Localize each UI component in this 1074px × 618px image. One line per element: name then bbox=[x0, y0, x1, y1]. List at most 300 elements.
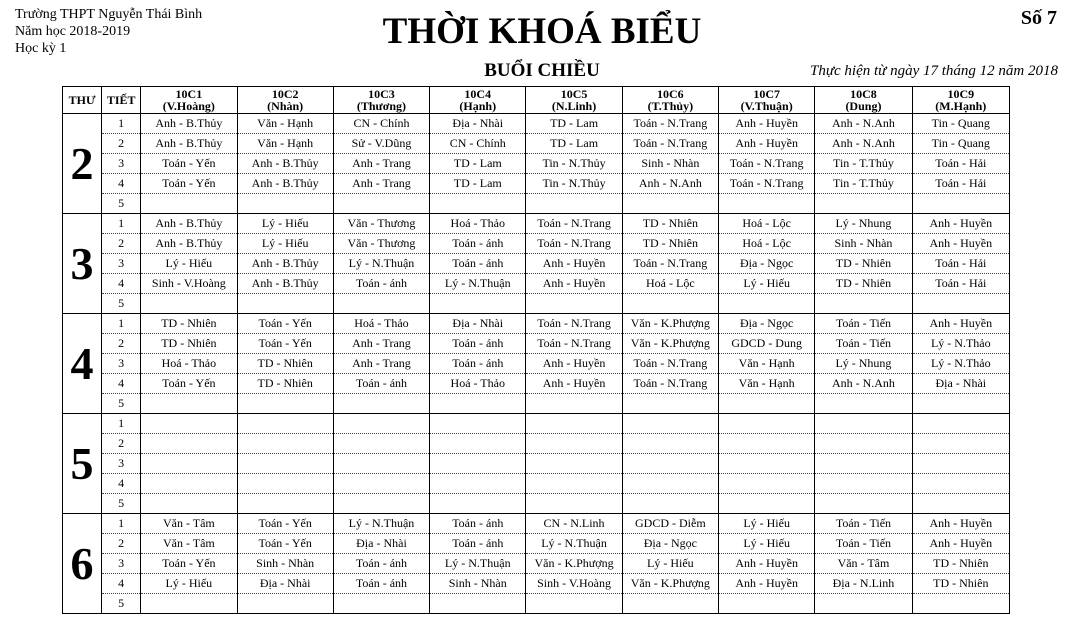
lesson-cell bbox=[912, 474, 1009, 494]
lesson-cell bbox=[526, 494, 622, 514]
lesson-cell: Anh - B.Thủy bbox=[237, 154, 333, 174]
lesson-cell: GDCD - Diễm bbox=[622, 514, 718, 534]
table-row bbox=[63, 334, 1010, 354]
table-row bbox=[63, 394, 1010, 414]
timetable-body bbox=[63, 114, 1010, 614]
lesson-cell: Lý - Hiếu bbox=[719, 514, 815, 534]
period-cell: 5 bbox=[102, 494, 141, 514]
lesson-cell bbox=[912, 294, 1009, 314]
period-cell: 3 bbox=[102, 254, 141, 274]
lesson-cell: Hoá - Thảo bbox=[430, 214, 526, 234]
lesson-cell: Hoá - Lộc bbox=[622, 274, 718, 294]
lesson-cell: CN - Chính bbox=[333, 114, 429, 134]
col-header-class: 10C9 (M.Hạnh) bbox=[912, 87, 1009, 114]
lesson-cell: TD - Nhiên bbox=[141, 334, 237, 354]
table-row bbox=[63, 414, 1010, 434]
period-cell: 4 bbox=[102, 474, 141, 494]
day-cell: 2 bbox=[63, 114, 102, 214]
lesson-cell: Hoá - Lộc bbox=[719, 234, 815, 254]
lesson-cell bbox=[141, 474, 237, 494]
lesson-cell: Toán - ánh bbox=[430, 514, 526, 534]
lesson-cell: Toán - Tiến bbox=[815, 314, 912, 334]
lesson-cell: Địa - Nhài bbox=[430, 314, 526, 334]
lesson-cell bbox=[526, 594, 622, 614]
period-cell: 2 bbox=[102, 134, 141, 154]
lesson-cell: Toán - ánh bbox=[333, 554, 429, 574]
table-row bbox=[63, 114, 1010, 134]
lesson-cell bbox=[237, 454, 333, 474]
lesson-cell: Anh - Huyền bbox=[912, 534, 1009, 554]
document-number: Số 7 bbox=[1020, 7, 1057, 29]
lesson-cell: Địa - Ngọc bbox=[622, 534, 718, 554]
col-header-class: 10C1 (V.Hoàng) bbox=[141, 87, 237, 114]
lesson-cell: TD - Lam bbox=[526, 134, 622, 154]
lesson-cell bbox=[430, 414, 526, 434]
lesson-cell: Anh - Trang bbox=[333, 354, 429, 374]
lesson-cell bbox=[719, 434, 815, 454]
lesson-cell: Toán - ánh bbox=[430, 334, 526, 354]
lesson-cell bbox=[719, 194, 815, 214]
lesson-cell: TD - Lam bbox=[430, 154, 526, 174]
lesson-cell: Lý - N.Thuận bbox=[333, 254, 429, 274]
lesson-cell: Lý - Hiếu bbox=[719, 274, 815, 294]
table-row bbox=[63, 594, 1010, 614]
col-header-class: 10C2 (Nhàn) bbox=[237, 87, 333, 114]
lesson-cell: Toán - Tiến bbox=[815, 334, 912, 354]
lesson-cell bbox=[912, 194, 1009, 214]
table-row bbox=[63, 154, 1010, 174]
lesson-cell: Văn - Hạnh bbox=[719, 374, 815, 394]
lesson-cell: Lý - Hiếu bbox=[622, 554, 718, 574]
period-cell: 1 bbox=[102, 114, 141, 134]
lesson-cell: CN - N.Linh bbox=[526, 514, 622, 534]
lesson-cell: Anh - Trang bbox=[333, 154, 429, 174]
lesson-cell bbox=[430, 474, 526, 494]
lesson-cell: Sử - V.Dũng bbox=[333, 134, 429, 154]
lesson-cell: Lý - Hiếu bbox=[237, 214, 333, 234]
lesson-cell: Lý - Hiếu bbox=[237, 234, 333, 254]
lesson-cell: Lý - Nhung bbox=[815, 354, 912, 374]
lesson-cell: Lý - N.Thảo bbox=[912, 354, 1009, 374]
lesson-cell bbox=[815, 454, 912, 474]
lesson-cell bbox=[912, 414, 1009, 434]
lesson-cell: Anh - B.Thủy bbox=[237, 174, 333, 194]
lesson-cell: Anh - B.Thủy bbox=[141, 114, 237, 134]
period-cell: 4 bbox=[102, 574, 141, 594]
lesson-cell bbox=[237, 194, 333, 214]
lesson-cell: TD - Nhiên bbox=[815, 254, 912, 274]
lesson-cell: Anh - Huyền bbox=[912, 234, 1009, 254]
period-cell: 3 bbox=[102, 554, 141, 574]
period-cell: 4 bbox=[102, 374, 141, 394]
lesson-cell: Tin - T.Thủy bbox=[815, 174, 912, 194]
lesson-cell: Lý - N.Thuận bbox=[526, 534, 622, 554]
lesson-cell bbox=[141, 394, 237, 414]
lesson-cell bbox=[141, 294, 237, 314]
lesson-cell: Sinh - Nhàn bbox=[430, 574, 526, 594]
lesson-cell: Lý - Hiếu bbox=[141, 574, 237, 594]
lesson-cell: Tin - Quang bbox=[912, 134, 1009, 154]
lesson-cell: Hoá - Thảo bbox=[333, 314, 429, 334]
lesson-cell: TD - Nhiên bbox=[237, 374, 333, 394]
lesson-cell: Anh - B.Thủy bbox=[237, 254, 333, 274]
lesson-cell: TD - Lam bbox=[526, 114, 622, 134]
lesson-cell: Toán - N.Trang bbox=[719, 154, 815, 174]
lesson-cell bbox=[815, 594, 912, 614]
lesson-cell: Văn - Hạnh bbox=[237, 134, 333, 154]
lesson-cell: Toán - Hải bbox=[912, 274, 1009, 294]
lesson-cell bbox=[912, 494, 1009, 514]
lesson-cell: Lý - Nhung bbox=[815, 214, 912, 234]
col-header-class: 10C8 (Dung) bbox=[815, 87, 912, 114]
lesson-cell: Sinh - V.Hoàng bbox=[141, 274, 237, 294]
lesson-cell bbox=[815, 434, 912, 454]
lesson-cell: Sinh - Nhàn bbox=[237, 554, 333, 574]
lesson-cell: Văn - K.Phượng bbox=[526, 554, 622, 574]
lesson-cell: Toán - ánh bbox=[430, 234, 526, 254]
lesson-cell: Hoá - Thảo bbox=[141, 354, 237, 374]
table-row bbox=[63, 214, 1010, 234]
lesson-cell: Tin - N.Thủy bbox=[526, 174, 622, 194]
lesson-cell bbox=[430, 454, 526, 474]
lesson-cell bbox=[333, 594, 429, 614]
lesson-cell bbox=[526, 474, 622, 494]
lesson-cell bbox=[141, 454, 237, 474]
lesson-cell bbox=[912, 594, 1009, 614]
lesson-cell: TD - Nhiên bbox=[815, 274, 912, 294]
lesson-cell bbox=[141, 494, 237, 514]
day-cell: 3 bbox=[63, 214, 102, 314]
period-cell: 1 bbox=[102, 314, 141, 334]
lesson-cell bbox=[622, 494, 718, 514]
page-title: THỜI KHOÁ BIỂU bbox=[382, 11, 702, 52]
lesson-cell: Toán - ánh bbox=[430, 354, 526, 374]
timetable bbox=[62, 86, 1010, 614]
period-cell: 2 bbox=[102, 434, 141, 454]
lesson-cell: Anh - Huyền bbox=[526, 274, 622, 294]
lesson-cell: Toán - Yến bbox=[141, 554, 237, 574]
lesson-cell: Anh - Huyền bbox=[719, 114, 815, 134]
lesson-cell: Toán - Hải bbox=[912, 254, 1009, 274]
lesson-cell: Toán - ánh bbox=[430, 254, 526, 274]
lesson-cell bbox=[912, 454, 1009, 474]
lesson-cell bbox=[526, 454, 622, 474]
lesson-cell: Lý - N.Thuận bbox=[430, 554, 526, 574]
lesson-cell bbox=[815, 474, 912, 494]
lesson-cell bbox=[141, 414, 237, 434]
lesson-cell bbox=[141, 434, 237, 454]
lesson-cell: TD - Nhiên bbox=[912, 554, 1009, 574]
lesson-cell: Tin - Quang bbox=[912, 114, 1009, 134]
lesson-cell bbox=[237, 434, 333, 454]
lesson-cell bbox=[526, 294, 622, 314]
lesson-cell: Toán - Yến bbox=[237, 314, 333, 334]
lesson-cell: Tin - N.Thủy bbox=[526, 154, 622, 174]
period-cell: 5 bbox=[102, 194, 141, 214]
lesson-cell bbox=[622, 294, 718, 314]
table-row bbox=[63, 234, 1010, 254]
lesson-cell: Anh - Huyền bbox=[912, 314, 1009, 334]
table-row bbox=[63, 254, 1010, 274]
lesson-cell: TD - Nhiên bbox=[141, 314, 237, 334]
lesson-cell: Toán - Hải bbox=[912, 154, 1009, 174]
lesson-cell: Anh - Huyền bbox=[526, 374, 622, 394]
page-subtitle: BUỔI CHIỀU bbox=[484, 60, 600, 81]
lesson-cell: Anh - N.Anh bbox=[622, 174, 718, 194]
lesson-cell: CN - Chính bbox=[430, 134, 526, 154]
lesson-cell: Văn - Tâm bbox=[141, 534, 237, 554]
period-cell: 2 bbox=[102, 534, 141, 554]
lesson-cell: Toán - ánh bbox=[333, 574, 429, 594]
table-row bbox=[63, 274, 1010, 294]
col-header-class: 10C7 (V.Thuận) bbox=[719, 87, 815, 114]
lesson-cell bbox=[333, 414, 429, 434]
school-name: Trường THPT Nguyễn Thái Bình bbox=[15, 7, 203, 22]
lesson-cell: Văn - Hạnh bbox=[237, 114, 333, 134]
table-row bbox=[63, 314, 1010, 334]
lesson-cell bbox=[430, 394, 526, 414]
col-header-tiet: TIẾT bbox=[102, 87, 141, 114]
lesson-cell: Văn - Tâm bbox=[141, 514, 237, 534]
lesson-cell bbox=[430, 494, 526, 514]
table-row bbox=[63, 534, 1010, 554]
header-row bbox=[63, 87, 1010, 114]
col-header-class: 10C6 (T.Thủy) bbox=[622, 87, 718, 114]
lesson-cell: Địa - Nhài bbox=[237, 574, 333, 594]
col-header-class: 10C5 (N.Linh) bbox=[526, 87, 622, 114]
lesson-cell bbox=[622, 474, 718, 494]
lesson-cell: Toán - N.Trang bbox=[719, 174, 815, 194]
lesson-cell: Sinh - V.Hoàng bbox=[526, 574, 622, 594]
lesson-cell: TD - Nhiên bbox=[622, 234, 718, 254]
lesson-cell bbox=[815, 394, 912, 414]
period-cell: 1 bbox=[102, 414, 141, 434]
lesson-cell: Văn - Thương bbox=[333, 214, 429, 234]
lesson-cell: Anh - B.Thủy bbox=[237, 274, 333, 294]
lesson-cell bbox=[719, 394, 815, 414]
lesson-cell bbox=[815, 494, 912, 514]
lesson-cell: Anh - Huyền bbox=[526, 354, 622, 374]
lesson-cell bbox=[719, 414, 815, 434]
period-cell: 5 bbox=[102, 294, 141, 314]
lesson-cell: Toán - N.Trang bbox=[526, 334, 622, 354]
table-row bbox=[63, 514, 1010, 534]
lesson-cell bbox=[237, 414, 333, 434]
lesson-cell bbox=[333, 294, 429, 314]
lesson-cell: Văn - Thương bbox=[333, 234, 429, 254]
lesson-cell: Hoá - Thảo bbox=[430, 374, 526, 394]
period-cell: 2 bbox=[102, 334, 141, 354]
day-cell: 5 bbox=[63, 414, 102, 514]
lesson-cell bbox=[622, 454, 718, 474]
table-row bbox=[63, 454, 1010, 474]
lesson-cell: Địa - Nhài bbox=[333, 534, 429, 554]
lesson-cell: Anh - Huyền bbox=[719, 134, 815, 154]
lesson-cell bbox=[430, 594, 526, 614]
lesson-cell bbox=[333, 454, 429, 474]
lesson-cell: TD - Lam bbox=[430, 174, 526, 194]
lesson-cell bbox=[237, 294, 333, 314]
lesson-cell bbox=[719, 454, 815, 474]
lesson-cell: Văn - K.Phượng bbox=[622, 334, 718, 354]
table-row bbox=[63, 494, 1010, 514]
lesson-cell bbox=[333, 434, 429, 454]
lesson-cell bbox=[141, 594, 237, 614]
lesson-cell: GDCD - Dung bbox=[719, 334, 815, 354]
lesson-cell: Toán - Yến bbox=[141, 154, 237, 174]
period-cell: 1 bbox=[102, 214, 141, 234]
lesson-cell bbox=[141, 194, 237, 214]
lesson-cell: Lý - Hiếu bbox=[719, 534, 815, 554]
lesson-cell: Địa - N.Linh bbox=[815, 574, 912, 594]
period-cell: 1 bbox=[102, 514, 141, 534]
lesson-cell: Toán - N.Trang bbox=[526, 214, 622, 234]
lesson-cell: Toán - Yến bbox=[141, 374, 237, 394]
lesson-cell: Anh - B.Thủy bbox=[141, 234, 237, 254]
col-header-class: 10C3 (Thương) bbox=[333, 87, 429, 114]
period-cell: 4 bbox=[102, 274, 141, 294]
lesson-cell: Toán - Tiến bbox=[815, 514, 912, 534]
lesson-cell: TD - Nhiên bbox=[912, 574, 1009, 594]
lesson-cell: Toán - Yến bbox=[237, 334, 333, 354]
lesson-cell bbox=[719, 474, 815, 494]
period-cell: 5 bbox=[102, 394, 141, 414]
lesson-cell: Toán - ánh bbox=[333, 374, 429, 394]
lesson-cell bbox=[237, 494, 333, 514]
lesson-cell: Anh - Huyền bbox=[912, 214, 1009, 234]
lesson-cell: Toán - N.Trang bbox=[526, 234, 622, 254]
lesson-cell bbox=[526, 194, 622, 214]
lesson-cell: Anh - Huyền bbox=[526, 254, 622, 274]
lesson-cell bbox=[912, 394, 1009, 414]
period-cell: 3 bbox=[102, 354, 141, 374]
lesson-cell: Toán - N.Trang bbox=[526, 314, 622, 334]
lesson-cell: Toán - ánh bbox=[430, 534, 526, 554]
lesson-cell bbox=[719, 594, 815, 614]
lesson-cell bbox=[430, 194, 526, 214]
table-row bbox=[63, 434, 1010, 454]
lesson-cell: Anh - Trang bbox=[333, 174, 429, 194]
lesson-cell bbox=[526, 394, 622, 414]
lesson-cell bbox=[719, 294, 815, 314]
lesson-cell bbox=[430, 434, 526, 454]
day-cell: 6 bbox=[63, 514, 102, 614]
lesson-cell bbox=[237, 594, 333, 614]
lesson-cell: Toán - ánh bbox=[333, 274, 429, 294]
lesson-cell: Lý - N.Thảo bbox=[912, 334, 1009, 354]
lesson-cell: Toán - Yến bbox=[237, 514, 333, 534]
lesson-cell: Văn - K.Phượng bbox=[622, 314, 718, 334]
lesson-cell: Văn - Tâm bbox=[815, 554, 912, 574]
lesson-cell: Tin - T.Thủy bbox=[815, 154, 912, 174]
lesson-cell: Toán - N.Trang bbox=[622, 354, 718, 374]
lesson-cell: Toán - Yến bbox=[141, 174, 237, 194]
col-header-thu: THƯ bbox=[63, 87, 102, 114]
lesson-cell bbox=[333, 194, 429, 214]
lesson-cell: Anh - B.Thủy bbox=[141, 134, 237, 154]
lesson-cell bbox=[815, 294, 912, 314]
lesson-cell: Toán - N.Trang bbox=[622, 114, 718, 134]
table-row bbox=[63, 294, 1010, 314]
lesson-cell: TD - Nhiên bbox=[237, 354, 333, 374]
lesson-cell bbox=[622, 414, 718, 434]
lesson-cell: Lý - N.Thuận bbox=[430, 274, 526, 294]
lesson-cell: Anh - Huyền bbox=[719, 574, 815, 594]
lesson-cell bbox=[526, 414, 622, 434]
lesson-cell bbox=[622, 594, 718, 614]
lesson-cell bbox=[912, 434, 1009, 454]
lesson-cell: Địa - Ngọc bbox=[719, 254, 815, 274]
lesson-cell: Anh - N.Anh bbox=[815, 374, 912, 394]
lesson-cell: TD - Nhiên bbox=[622, 214, 718, 234]
lesson-cell: Toán - Hải bbox=[912, 174, 1009, 194]
period-cell: 3 bbox=[102, 154, 141, 174]
lesson-cell: Anh - Huyền bbox=[719, 554, 815, 574]
lesson-cell: Toán - Yến bbox=[237, 534, 333, 554]
lesson-cell bbox=[430, 294, 526, 314]
lesson-cell bbox=[333, 494, 429, 514]
lesson-cell: Sinh - Nhàn bbox=[622, 154, 718, 174]
table-row bbox=[63, 554, 1010, 574]
table-row bbox=[63, 474, 1010, 494]
lesson-cell: Lý - Hiếu bbox=[141, 254, 237, 274]
table-row bbox=[63, 174, 1010, 194]
lesson-cell bbox=[815, 414, 912, 434]
lesson-cell bbox=[719, 494, 815, 514]
lesson-cell bbox=[237, 474, 333, 494]
lesson-cell: Toán - N.Trang bbox=[622, 134, 718, 154]
school-term: Học kỳ 1 bbox=[15, 41, 67, 56]
table-row bbox=[63, 354, 1010, 374]
lesson-cell bbox=[622, 434, 718, 454]
lesson-cell: Anh - N.Anh bbox=[815, 134, 912, 154]
lesson-cell: Anh - B.Thủy bbox=[141, 214, 237, 234]
table-row bbox=[63, 134, 1010, 154]
lesson-cell: Sinh - Nhàn bbox=[815, 234, 912, 254]
lesson-cell: Địa - Nhài bbox=[912, 374, 1009, 394]
lesson-cell bbox=[333, 474, 429, 494]
lesson-cell bbox=[622, 394, 718, 414]
lesson-cell: Địa - Ngọc bbox=[719, 314, 815, 334]
lesson-cell bbox=[237, 394, 333, 414]
lesson-cell: Lý - N.Thuận bbox=[333, 514, 429, 534]
lesson-cell: Toán - Tiến bbox=[815, 534, 912, 554]
table-row bbox=[63, 374, 1010, 394]
table-row bbox=[63, 194, 1010, 214]
lesson-cell bbox=[622, 194, 718, 214]
school-year: Năm học 2018-2019 bbox=[15, 24, 131, 39]
effective-date: Thực hiện từ ngày 17 tháng 12 năm 2018 bbox=[809, 63, 1058, 79]
col-header-class: 10C4 (Hạnh) bbox=[430, 87, 526, 114]
lesson-cell: Văn - K.Phượng bbox=[622, 574, 718, 594]
lesson-cell: Anh - Huyền bbox=[912, 514, 1009, 534]
lesson-cell: Địa - Nhài bbox=[430, 114, 526, 134]
lesson-cell: Văn - Hạnh bbox=[719, 354, 815, 374]
lesson-cell bbox=[526, 434, 622, 454]
period-cell: 3 bbox=[102, 454, 141, 474]
lesson-cell: Anh - N.Anh bbox=[815, 114, 912, 134]
lesson-cell: Toán - N.Trang bbox=[622, 254, 718, 274]
period-cell: 2 bbox=[102, 234, 141, 254]
day-cell: 4 bbox=[63, 314, 102, 414]
table-row bbox=[63, 574, 1010, 594]
period-cell: 4 bbox=[102, 174, 141, 194]
lesson-cell: Toán - N.Trang bbox=[622, 374, 718, 394]
lesson-cell bbox=[815, 194, 912, 214]
lesson-cell: Anh - Trang bbox=[333, 334, 429, 354]
lesson-cell: Hoá - Lộc bbox=[719, 214, 815, 234]
period-cell: 5 bbox=[102, 594, 141, 614]
